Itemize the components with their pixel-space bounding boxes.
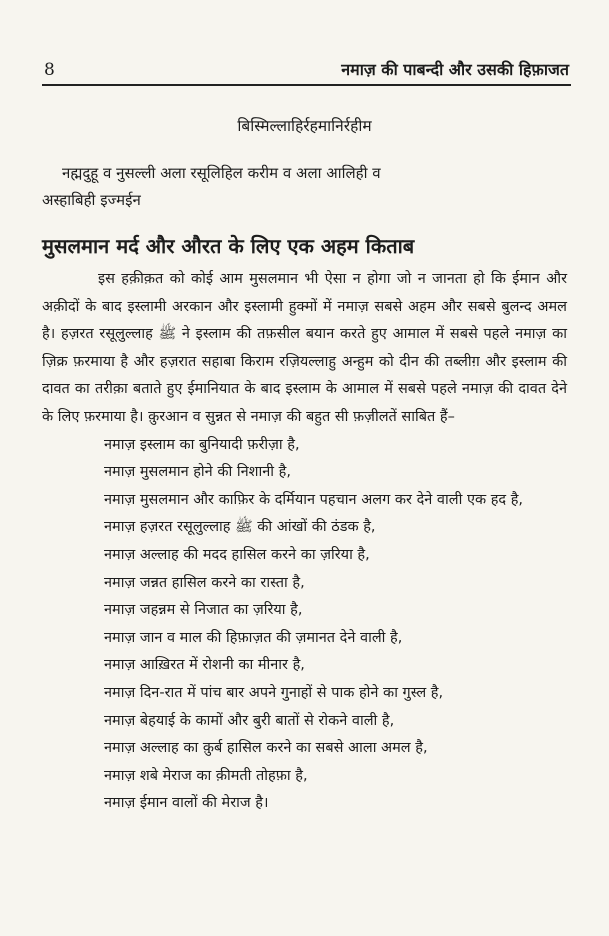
virtue-line: नमाज़ मुसलमान होने की निशानी है, [104,464,291,481]
virtue-line: नमाज़ इस्लाम का बुनियादी फ़रीज़ा है, [104,436,300,453]
salutation-line-1: नह्मदुहू व नुसल्ली अला रसूलिहिल करीम व अला आलिही व [62,164,381,182]
virtue-line: नमाज़ जन्नत हासिल करने का रास्ता है, [104,574,305,591]
virtue-line: नमाज़ दिन-रात में पांच बार अपने गुनाहों से पाक होने का गुस्ल है, [104,684,444,701]
virtue-line: नमाज़ जान व माल की हिफ़ाज़त की ज़मानत देने वाली है, [104,629,403,646]
running-title: नमाज़ की पाबन्दी और उसकी हिफ़ाजत [341,60,569,79]
page-number: 8 [44,60,55,80]
virtue-line: नमाज़ बेहयाई के कामों और बुरी बातों से रोकने वाली है, [104,712,395,729]
intro-paragraph: इस हक़ीक़त को कोई आम मुसलमान भी ऐसा न होगा जो न जानता हो कि ईमान और अक़ीदों के बाद इस्लामी अरकान और इस्लामी हुक्मों में नमाज़ सबसे अहम और सबसे बुलन्द अमल है। हज़रत रसूलुल्लाह ﷺ ने इस्लाम की तफ़सील बयान करते हुए आमाल में सबसे पहले नमाज़ का ज़िक्र फ़रमाया है और हज़रात सहाबा किराम रज़ियल्लाहु अन्हुम को दीन की तब्लीग़ और इस्लाम की दावत का तरीक़ा बताते हुए ईमानियात के बाद इस्लाम के आमाल में सबसे पहले नमाज़ की दावत देने के लिए फ़रमाया है। क़ुरआन व सुन्नत से नमाज़ की बहुत सी फ़ज़ीलतें साबित हैं– [42,271,567,425]
bismillah: बिस्मिल्लाहिर्रहमानिर्रहीम [237,117,372,135]
virtue-line: नमाज़ जहन्नम से निजात का ज़रिया है, [104,602,303,619]
virtue-line: नमाज़ अल्लाह का क़ुर्ब हासिल करने का सबसे आला अमल है, [104,740,428,757]
page-header [44,58,569,80]
header-rule [42,84,571,86]
virtue-line: नमाज़ हज़रत रसूलुल्लाह ﷺ की आंखों की ठंडक है, [104,519,376,536]
virtue-line: नमाज़ आख़िरत में रोशनी का मीनार है, [104,657,305,674]
salutation [42,160,567,214]
virtue-line: नमाज़ ईमान वालों की मेराज है। [104,795,269,812]
virtue-line: नमाज़ शबे मेराज का क़ीमती तोहफ़ा है, [104,767,308,784]
body-text [42,266,567,818]
virtue-line: नमाज़ अल्लाह की मदद हासिल करने का ज़रिया है, [104,546,370,563]
virtue-line: नमाज़ मुसलमान और काफ़िर के दर्मियान पहचान अलग कर देने वाली एक हद है, [104,491,524,508]
section-heading: मुसलमान मर्द और औरत के लिए एक अहम किताब [42,234,415,258]
salutation-line-2: अस्हाबिही इज्मईन [42,191,141,209]
